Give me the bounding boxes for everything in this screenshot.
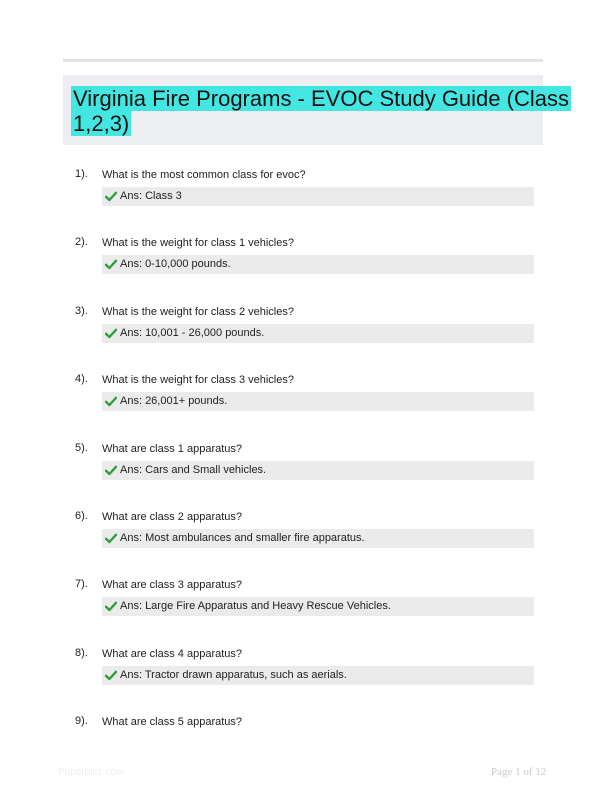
question-item — [0, 305, 606, 365]
answer-text: Ans: Class 3 — [120, 190, 182, 202]
question-text: What are class 1 apparatus? — [102, 443, 243, 455]
answer-text: Ans: Large Fire Apparatus and Heavy Rescue Vehicles. — [120, 600, 391, 612]
question-text: What is the weight for class 1 vehicles? — [102, 237, 294, 249]
watermark-text: Paperblitz.com — [58, 767, 125, 778]
question-item — [0, 647, 606, 707]
question-number: 8). — [75, 647, 88, 659]
answer-text: Ans: Cars and Small vehicles. — [120, 464, 267, 476]
question-number: 2). — [75, 236, 88, 248]
checkmark-icon — [105, 191, 117, 202]
top-divider — [63, 59, 543, 62]
question-number: 5). — [75, 442, 88, 454]
document-title-text: Virginia Fire Programs - EVOC Study Guide (Class 1,2,3) — [73, 86, 569, 136]
question-item — [0, 236, 606, 296]
question-text: What is the most common class for evoc? — [102, 169, 306, 181]
answer-text: Ans: 0-10,000 pounds. — [120, 258, 231, 270]
question-item — [0, 510, 606, 570]
question-number: 9). — [75, 715, 88, 727]
answer-text: Ans: Tractor drawn apparatus, such as aerials. — [120, 669, 347, 681]
question-number: 3). — [75, 305, 88, 317]
checkmark-icon — [105, 601, 117, 612]
question-text: What are class 4 apparatus? — [102, 648, 243, 660]
question-item — [0, 578, 606, 638]
question-item — [0, 168, 606, 228]
question-item — [0, 442, 606, 502]
question-text: What are class 3 apparatus? — [102, 579, 243, 591]
answer-text: Ans: 26,001+ pounds. — [120, 395, 228, 407]
question-number: 7). — [75, 578, 88, 590]
checkmark-icon — [105, 328, 117, 339]
checkmark-icon — [105, 465, 117, 476]
document-title — [71, 86, 606, 136]
question-text: What is the weight for class 3 vehicles? — [102, 374, 294, 386]
answer-text: Ans: Most ambulances and smaller fire apparatus. — [120, 532, 365, 544]
question-text: What are class 5 apparatus? — [102, 716, 243, 728]
checkmark-icon — [105, 670, 117, 681]
checkmark-icon — [105, 259, 117, 270]
question-text: What are class 2 apparatus? — [102, 511, 243, 523]
checkmark-icon — [105, 396, 117, 407]
page-number: Page 1 of 12 — [491, 766, 547, 778]
answer-text: Ans: 10,001 - 26,000 pounds. — [120, 327, 265, 339]
question-text: What is the weight for class 2 vehicles? — [102, 306, 294, 318]
question-number: 1). — [75, 168, 88, 180]
checkmark-icon — [105, 533, 117, 544]
question-number: 4). — [75, 373, 88, 385]
question-number: 6). — [75, 510, 88, 522]
question-item — [0, 373, 606, 433]
